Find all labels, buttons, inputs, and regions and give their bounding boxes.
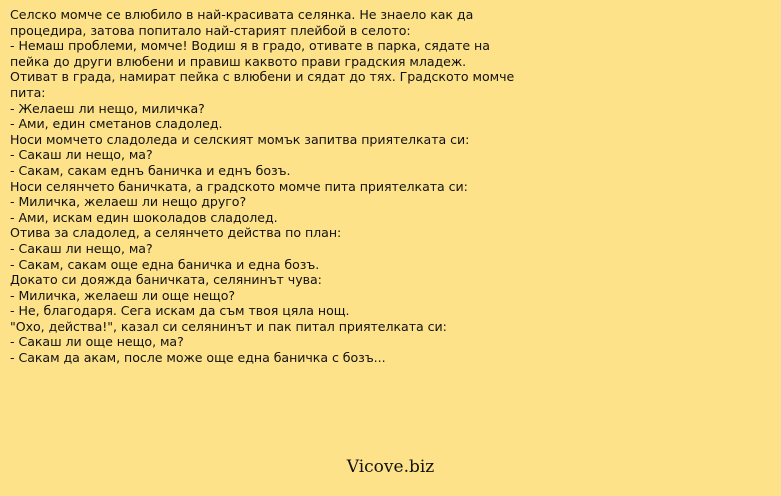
joke-line: Докато си дояжда баничката, селянинът чува:	[10, 272, 322, 288]
joke-line: процедира, затова попитало най-старият плейбой в селото:	[10, 22, 411, 38]
joke-line: - Сакам, сакам еднъ баничка и еднъ бозъ.	[10, 162, 291, 178]
joke-line: - Миличка, желаеш ли нещо друго?	[10, 194, 247, 210]
joke-line: - Миличка, желаеш ли още нещо?	[10, 287, 236, 303]
joke-line: - Не, благодаря. Сега искам да съм твоя цяла нощ.	[10, 303, 350, 319]
joke-line: - Сакаш ли нещо, ма?	[10, 147, 153, 163]
joke-text	[10, 7, 775, 366]
joke-line: - Сакам, сакам още една баничка и една бозъ.	[10, 256, 320, 272]
joke-line: - Сакаш ли още нещо, ма?	[10, 334, 184, 350]
joke-line: пита:	[10, 84, 46, 100]
joke-line: Носи селянчето баничката, а градското момче пита приятелката си:	[10, 178, 468, 194]
site-watermark: Vicove.biz	[346, 457, 435, 477]
joke-line: Отива за сладолед, а селянчето действа по план:	[10, 225, 342, 241]
joke-line: Отиват в града, намират пейка с влюбени и сядат до тях. Градското момче	[10, 69, 515, 85]
joke-line: - Немаш проблеми, момче! Водиш я в градо, отивате в парка, сядате на	[10, 38, 490, 54]
joke-line: Носи момчето сладоледа и селският момък запитва приятелката си:	[10, 131, 470, 147]
joke-line: - Ами, искам един шоколадов сладолед.	[10, 209, 278, 225]
joke-line: "Охо, действа!", казал си селянинът и пак питал приятелката си:	[10, 318, 447, 334]
joke-line: - Желаеш ли нещо, миличка?	[10, 100, 205, 116]
joke-line: пейка до други влюбени и правиш каквото прави градския младеж.	[10, 53, 467, 69]
joke-line: - Сакаш ли нещо, ма?	[10, 240, 153, 256]
joke-line: - Сакам да акам, после може още една баничка с бозъ...	[10, 350, 386, 366]
joke-line: Селско момче се влюбило в най-красивата селянка. Не знаело как да	[10, 7, 474, 22]
joke-line: - Ами, един сметанов сладолед.	[10, 116, 223, 132]
